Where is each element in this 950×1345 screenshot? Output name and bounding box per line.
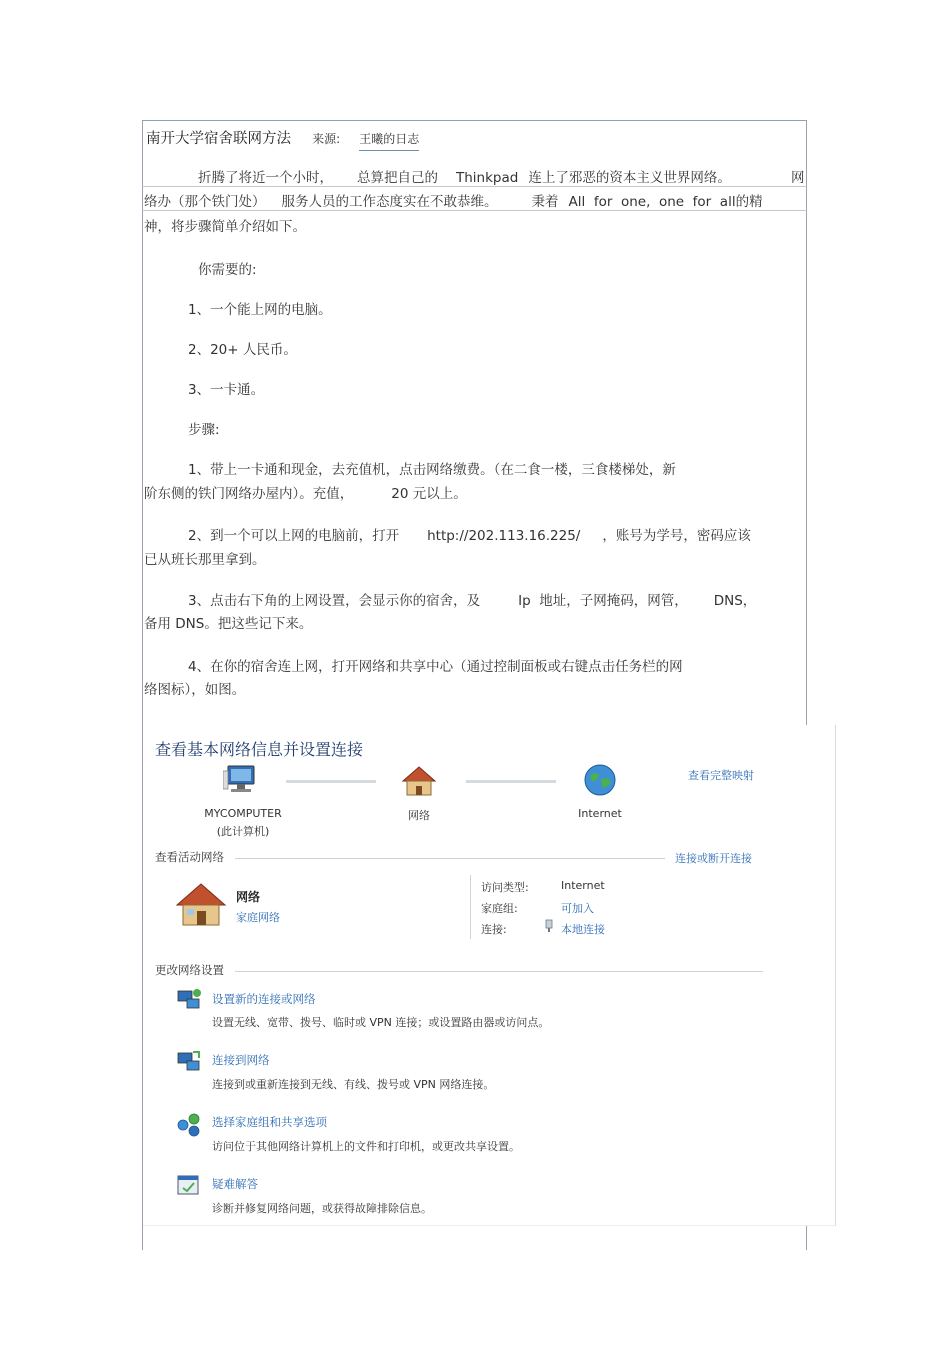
- intro-text: 秉着: [531, 194, 559, 210]
- article-header: [146, 127, 419, 151]
- step-4-line-1: 4、在你的宿舍连上网，打开网络和共享中心（通过控制面板或右键点击任务栏的网: [188, 659, 683, 675]
- step-3-line-2: 备用 DNS。把这些记下来。: [144, 616, 313, 632]
- active-network-type-link[interactable]: 家庭网络: [236, 911, 280, 924]
- frame-top-border: [142, 120, 807, 121]
- new-connection-icon: [175, 987, 203, 1013]
- vertical-divider: [470, 875, 471, 939]
- step-2-line-2: 已从班长那里拿到。: [144, 552, 266, 568]
- step-text: ，账号为学号，密码应该: [602, 528, 751, 544]
- access-type-label: 访问类型:: [481, 881, 529, 894]
- step-text: 阶东侧的铁门网络办屋内）。充值，: [144, 486, 354, 502]
- connection-line: [286, 780, 376, 783]
- globe-icon: [583, 763, 617, 797]
- step-4-line-2: 络图标），如图。: [144, 682, 246, 698]
- needs-item: 3、一卡通。: [188, 382, 265, 398]
- node-network-label: 网络: [408, 809, 430, 822]
- intro-text: 服务人员的工作态度实在不敢恭维。: [281, 194, 498, 210]
- step-1-line-2: [144, 482, 467, 502]
- task-homegroup-link[interactable]: 选择家庭组和共享选项: [212, 1115, 327, 1129]
- intro-text: 连上了邪恶的资本主义世界网络。: [528, 170, 731, 186]
- connect-network-icon: [175, 1049, 203, 1075]
- row-divider: [142, 186, 807, 187]
- steps-heading: 步骤:: [188, 422, 220, 438]
- intro-text: 折腾了将近一个小时，: [198, 170, 333, 186]
- active-network-name: 网络: [236, 890, 261, 904]
- needs-heading: 你需要的:: [198, 262, 257, 278]
- full-map-link[interactable]: 查看完整映射: [688, 769, 754, 782]
- computer-icon: [223, 763, 259, 797]
- active-networks-heading: 查看活动网络: [155, 850, 224, 864]
- homegroup-sharing-icon: [175, 1111, 203, 1137]
- connection-line: [466, 780, 556, 783]
- step-2-line-1: [188, 524, 751, 544]
- change-settings-heading: 更改网络设置: [155, 963, 224, 977]
- homegroup-label: 家庭组:: [481, 902, 518, 915]
- needs-item: 1、一个能上网的电脑。: [188, 302, 332, 318]
- article-title: 南开大学宿舍联网方法: [146, 131, 291, 147]
- access-type-value: Internet: [561, 879, 605, 892]
- step-1-line-1: 1、带上一卡通和现金，去充值机，点击网络缴费。（在二食一楼，三食楼梯处，新: [188, 462, 676, 478]
- local-connection-link[interactable]: 本地连接: [561, 923, 605, 936]
- step-3-line-1: [188, 589, 756, 609]
- frame-right-border-lower: [806, 1225, 807, 1250]
- intro-line-2: [144, 190, 763, 210]
- node-computer-label: MYCOMPUTER: [204, 807, 282, 820]
- node-internet-label: Internet: [578, 807, 622, 820]
- task-troubleshoot-desc: 诊断并修复网络问题，或获得故障排除信息。: [212, 1202, 432, 1215]
- intro-text: 的精: [735, 194, 763, 210]
- network-center-title: 查看基本网络信息并设置连接: [155, 740, 364, 759]
- task-connect-network-link[interactable]: 连接到网络: [212, 1053, 270, 1067]
- intro-text: 总算把自己的: [357, 170, 438, 186]
- intro-line-3: 神，将步骤简单介绍如下。: [144, 219, 306, 235]
- step-text: DNS，: [713, 593, 757, 609]
- row-divider: [142, 210, 807, 211]
- troubleshoot-icon: [175, 1173, 203, 1199]
- connection-label: 连接:: [481, 923, 507, 936]
- home-network-icon: [175, 881, 227, 929]
- source-link[interactable]: 王曦的日志: [359, 130, 419, 151]
- intro-text: 络办（那个铁门处）: [144, 194, 266, 210]
- homegroup-join-link[interactable]: 可加入: [561, 902, 594, 915]
- task-troubleshoot-link[interactable]: 疑难解答: [212, 1177, 258, 1191]
- intro-text: Thinkpad: [456, 170, 519, 186]
- step-text: 20 元以上。: [391, 486, 467, 502]
- section-divider: [235, 858, 665, 859]
- section-divider: [235, 971, 763, 972]
- task-setup-connection-link[interactable]: 设置新的连接或网络: [212, 992, 316, 1006]
- task-setup-connection-desc: 设置无线、宽带、拨号、临时或 VPN 连接；或设置路由器或访问点。: [212, 1016, 550, 1029]
- node-computer-sub: (此计算机): [216, 825, 270, 838]
- task-homegroup-desc: 访问位于其他网络计算机上的文件和打印机，或更改共享设置。: [212, 1140, 520, 1153]
- intro-line-1-end: 网: [791, 170, 805, 186]
- intro-text: All for one, one for all: [568, 194, 736, 210]
- step-url-link[interactable]: http://202.113.16.225/: [427, 528, 581, 544]
- step-text: 2、到一个可以上网的电脑前，打开: [188, 528, 400, 544]
- task-connect-network-desc: 连接到或重新连接到无线、有线、拨号或 VPN 网络连接。: [212, 1078, 495, 1091]
- needs-item: 2、20+ 人民币。: [188, 342, 297, 358]
- ethernet-icon: [544, 919, 554, 933]
- step-text: 3、点击右下角的上网设置，会显示你的宿舍，及: [188, 593, 481, 609]
- source-label: 来源:: [312, 132, 341, 146]
- step-text: Ip 地址，子网掩码，网管，: [518, 593, 688, 609]
- network-center-screenshot: [143, 725, 836, 1226]
- intro-line-1: [198, 166, 731, 186]
- house-icon: [401, 765, 437, 797]
- connect-disconnect-link[interactable]: 连接或断开连接: [675, 852, 752, 865]
